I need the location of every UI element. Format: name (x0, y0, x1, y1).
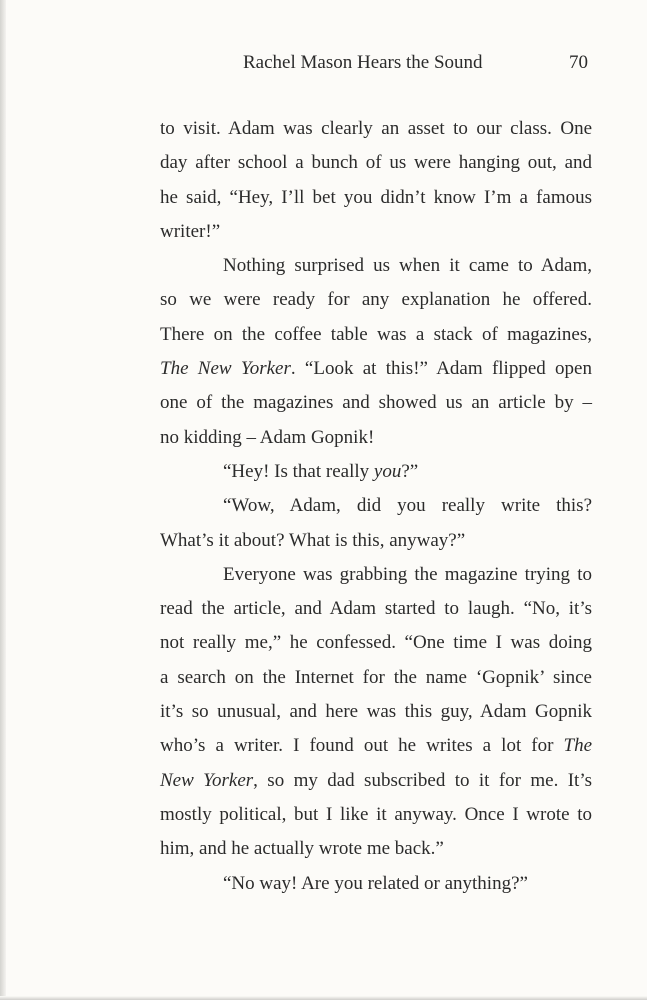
text-line: day after school a bunch of us were hanging out, and (160, 152, 592, 174)
italic-text: The New Yorker (160, 358, 291, 380)
text-line: There on the coffee table was a stack of magazines, (160, 323, 592, 345)
running-header (0, 52, 647, 80)
text-line: writer!” (160, 220, 221, 242)
text-segment: “Hey! Is that really (223, 460, 374, 482)
text-line: Everyone was grabbing the magazine trying to (223, 563, 592, 585)
text-line (160, 729, 592, 763)
text-line (160, 455, 592, 489)
text-segment: , so my dad subscribed to it for me. It’s (253, 769, 592, 791)
text-line: so we were ready for any explanation he offered. (160, 289, 592, 311)
text-line: Nothing surprised us when it came to Adam, (223, 255, 592, 277)
text-line: no kidding – Adam Gopnik! (160, 426, 375, 448)
text-line (160, 764, 592, 798)
running-title: Rachel Mason Hears the Sound (243, 52, 483, 73)
page-bottom-shadow (0, 996, 647, 1000)
italic-text: you (373, 460, 402, 482)
text-line: What’s it about? What is this, anyway?” (160, 529, 466, 551)
text-segment: . “Look at this!” Adam flipped open (290, 358, 592, 380)
body-text (160, 112, 592, 901)
text-segment: ?” (401, 460, 419, 482)
text-line (160, 352, 592, 386)
text-line: mostly political, but I like it anyway. Once I wrote to (160, 803, 592, 825)
text-line: “No way! Are you related or anything?” (223, 872, 528, 894)
text-line: he said, “Hey, I’ll bet you didn’t know I’m a famous (160, 186, 592, 208)
text-line: it’s so unusual, and here was this guy, Adam Gopnik (160, 701, 592, 723)
text-line: a search on the Internet for the name ‘Gopnik’ since (160, 666, 592, 688)
text-line: him, and he actually wrote me back.” (160, 838, 444, 860)
text-line: read the article, and Adam started to laugh. “No, it’s (160, 598, 592, 620)
text-line: one of the magazines and showed us an article by – (160, 392, 592, 414)
text-line: not really me,” he confessed. “One time I was doing (160, 632, 592, 654)
text-line: “Wow, Adam, did you really write this? (223, 495, 592, 517)
italic-text: The (563, 735, 592, 757)
italic-text: New Yorker (160, 769, 254, 791)
page-edge-shadow (0, 0, 6, 1000)
text-line: to visit. Adam was clearly an asset to our class. One (160, 118, 592, 139)
text-segment: who’s a writer. I found out he writes a lot for (160, 735, 564, 757)
page-number: 70 (569, 52, 588, 73)
